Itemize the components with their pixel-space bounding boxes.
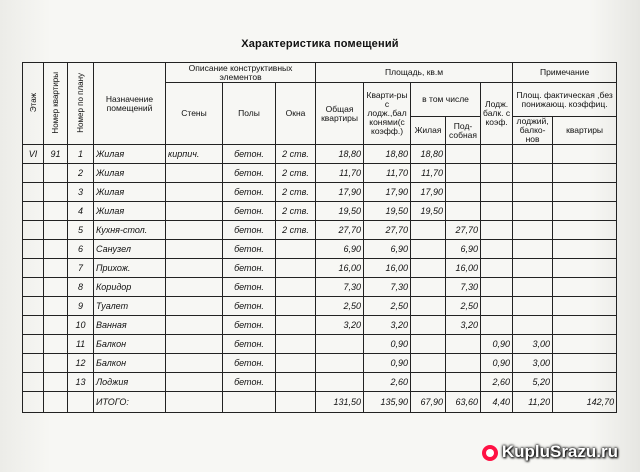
cell-floor [23, 240, 44, 259]
cell-purpose: Жилая [94, 202, 166, 221]
total-loggia: 4,40 [481, 392, 513, 413]
cell-walls [166, 278, 223, 297]
table-row [23, 240, 617, 259]
cell-floor [23, 221, 44, 240]
cell-living [411, 373, 446, 392]
cell-with-loggia: 0,90 [364, 335, 411, 354]
cell-walls [166, 373, 223, 392]
cell-floor-material: бетон. [223, 259, 276, 278]
cell-with-loggia: 6,90 [364, 240, 411, 259]
cell-windows [276, 316, 316, 335]
cell-floor [23, 297, 44, 316]
cell-fact-loggia [513, 202, 553, 221]
cell-floor-material: бетон. [223, 240, 276, 259]
document-title: Характеристика помещений [241, 38, 399, 50]
cell-apartment [44, 335, 68, 354]
cell-loggia [481, 221, 513, 240]
cell-empty [23, 392, 44, 413]
cell-loggia [481, 164, 513, 183]
cell-floor-material: бетон. [223, 145, 276, 164]
cell-fact-apartment [553, 335, 617, 354]
cell-living [411, 278, 446, 297]
cell-fact-loggia [513, 278, 553, 297]
cell-auxiliary [446, 164, 481, 183]
cell-purpose: Жилая [94, 164, 166, 183]
cell-floor [23, 316, 44, 335]
watermark-icon [482, 445, 498, 461]
cell-plan-no: 12 [68, 354, 94, 373]
cell-living [411, 240, 446, 259]
cell-floor-material: бетон. [223, 164, 276, 183]
cell-fact-loggia [513, 183, 553, 202]
cell-auxiliary [446, 354, 481, 373]
rooms-table [22, 62, 617, 413]
cell-fact-loggia [513, 221, 553, 240]
rooms-table-body [23, 145, 617, 413]
cell-apartment: 91 [44, 145, 68, 164]
cell-purpose: Балкон [94, 354, 166, 373]
cell-apartment [44, 354, 68, 373]
cell-purpose: Прихож. [94, 259, 166, 278]
cell-living: 11,70 [411, 164, 446, 183]
header-area: Площадь, кв.м [316, 63, 513, 83]
header-loggia-balc: лоджий, балко-нов [513, 117, 553, 145]
cell-total-area: 7,30 [316, 278, 364, 297]
header-apt-with-loggia: Кварти-ры с лодж.,бал конями(с коэфф.) [364, 83, 411, 145]
header-actual-area: Площ. фактическая ,без понижающ. коэффиц. [513, 83, 617, 117]
header-plan-no: Номер по плану [68, 63, 94, 145]
cell-fact-apartment [553, 278, 617, 297]
total-fact-loggia: 11,20 [513, 392, 553, 413]
cell-fact-loggia [513, 164, 553, 183]
header-apartments: квартиры [553, 117, 617, 145]
cell-auxiliary [446, 335, 481, 354]
table-row [23, 373, 617, 392]
cell-empty [44, 392, 68, 413]
total-fact-apartment: 142,70 [553, 392, 617, 413]
cell-floor-material: бетон. [223, 373, 276, 392]
cell-plan-no: 11 [68, 335, 94, 354]
cell-with-loggia: 7,30 [364, 278, 411, 297]
cell-living [411, 259, 446, 278]
cell-apartment [44, 164, 68, 183]
table-row [23, 278, 617, 297]
cell-living [411, 354, 446, 373]
cell-windows: 2 ств. [276, 202, 316, 221]
cell-total-area: 16,00 [316, 259, 364, 278]
cell-floor [23, 164, 44, 183]
cell-total-area [316, 373, 364, 392]
cell-windows [276, 259, 316, 278]
cell-plan-no: 3 [68, 183, 94, 202]
cell-auxiliary: 2,50 [446, 297, 481, 316]
cell-empty [68, 392, 94, 413]
cell-fact-apartment [553, 240, 617, 259]
cell-walls [166, 221, 223, 240]
cell-walls [166, 259, 223, 278]
cell-auxiliary [446, 145, 481, 164]
cell-living: 18,80 [411, 145, 446, 164]
cell-loggia [481, 145, 513, 164]
cell-floor [23, 354, 44, 373]
cell-floor-material: бетон. [223, 202, 276, 221]
cell-auxiliary: 6,90 [446, 240, 481, 259]
header-purpose: Назначение помещений [94, 63, 166, 145]
header-floors: Полы [223, 83, 276, 145]
cell-floor-material: бетон. [223, 183, 276, 202]
table-row [23, 335, 617, 354]
cell-loggia [481, 202, 513, 221]
cell-windows: 2 ств. [276, 183, 316, 202]
cell-fact-loggia: 5,20 [513, 373, 553, 392]
cell-walls [166, 335, 223, 354]
cell-windows: 2 ств. [276, 221, 316, 240]
header-loggia-coef: Лодж. балк. с коэф. [481, 83, 513, 145]
cell-floor [23, 202, 44, 221]
cell-walls: кирпич. [166, 145, 223, 164]
cell-fact-loggia: 3,00 [513, 335, 553, 354]
cell-floor [23, 183, 44, 202]
cell-floor-material: бетон. [223, 278, 276, 297]
cell-windows [276, 335, 316, 354]
cell-purpose: Санузел [94, 240, 166, 259]
table-row [23, 354, 617, 373]
cell-apartment [44, 240, 68, 259]
cell-with-loggia: 16,00 [364, 259, 411, 278]
cell-fact-apartment [553, 202, 617, 221]
cell-fact-apartment [553, 183, 617, 202]
cell-auxiliary: 16,00 [446, 259, 481, 278]
cell-purpose: Туалет [94, 297, 166, 316]
cell-total-area: 3,20 [316, 316, 364, 335]
cell-plan-no: 9 [68, 297, 94, 316]
cell-fact-loggia [513, 316, 553, 335]
cell-walls [166, 297, 223, 316]
table-row [23, 164, 617, 183]
total-auxiliary: 63,60 [446, 392, 481, 413]
cell-total-area [316, 354, 364, 373]
cell-fact-loggia [513, 297, 553, 316]
cell-windows [276, 354, 316, 373]
cell-apartment [44, 221, 68, 240]
cell-walls [166, 316, 223, 335]
header-floor: Этаж [23, 63, 44, 145]
cell-total-area: 18,80 [316, 145, 364, 164]
cell-total-area: 11,70 [316, 164, 364, 183]
cell-with-loggia: 11,70 [364, 164, 411, 183]
header-windows: Окна [276, 83, 316, 145]
cell-living: 17,90 [411, 183, 446, 202]
total-row [23, 392, 617, 413]
cell-with-loggia: 3,20 [364, 316, 411, 335]
cell-fact-loggia [513, 259, 553, 278]
cell-plan-no: 13 [68, 373, 94, 392]
cell-fact-apartment [553, 373, 617, 392]
cell-loggia [481, 240, 513, 259]
cell-living [411, 316, 446, 335]
cell-with-loggia: 2,50 [364, 297, 411, 316]
cell-with-loggia: 2,60 [364, 373, 411, 392]
cell-purpose: Коридор [94, 278, 166, 297]
cell-with-loggia: 19,50 [364, 202, 411, 221]
header-living: Жилая [411, 117, 446, 145]
table-row [23, 183, 617, 202]
cell-walls [166, 354, 223, 373]
cell-windows: 2 ств. [276, 164, 316, 183]
cell-fact-apartment [553, 316, 617, 335]
header-apartment-no: Номер квартиры [44, 63, 68, 145]
cell-floor [23, 373, 44, 392]
cell-plan-no: 7 [68, 259, 94, 278]
cell-auxiliary [446, 202, 481, 221]
cell-fact-apartment [553, 164, 617, 183]
cell-floor [23, 335, 44, 354]
watermark-logo: KupluSrazu.ru [482, 442, 618, 462]
cell-purpose: Ванная [94, 316, 166, 335]
cell-fact-apartment [553, 259, 617, 278]
cell-total-area: 17,90 [316, 183, 364, 202]
cell-purpose: Жилая [94, 145, 166, 164]
total-living: 67,90 [411, 392, 446, 413]
header-walls: Стены [166, 83, 223, 145]
cell-living [411, 335, 446, 354]
cell-apartment [44, 259, 68, 278]
table-row [23, 297, 617, 316]
cell-walls [166, 202, 223, 221]
cell-apartment [44, 316, 68, 335]
cell-floor-material: бетон. [223, 221, 276, 240]
cell-loggia: 0,90 [481, 335, 513, 354]
cell-plan-no: 4 [68, 202, 94, 221]
cell-purpose: Балкон [94, 335, 166, 354]
cell-floor: VI [23, 145, 44, 164]
table-row [23, 145, 617, 164]
cell-auxiliary [446, 183, 481, 202]
cell-windows [276, 278, 316, 297]
cell-total-area [316, 335, 364, 354]
table-row [23, 202, 617, 221]
cell-empty [223, 392, 276, 413]
cell-plan-no: 2 [68, 164, 94, 183]
cell-loggia [481, 183, 513, 202]
total-with-loggia: 135,90 [364, 392, 411, 413]
cell-loggia [481, 278, 513, 297]
cell-loggia: 0,90 [481, 354, 513, 373]
cell-fact-loggia: 3,00 [513, 354, 553, 373]
cell-plan-no: 1 [68, 145, 94, 164]
cell-purpose: Жилая [94, 183, 166, 202]
header-including: в том числе [411, 83, 481, 117]
header-construction: Описание конструктивных элементов [166, 63, 316, 83]
header-note: Примечание [513, 63, 617, 83]
cell-apartment [44, 202, 68, 221]
cell-auxiliary: 3,20 [446, 316, 481, 335]
cell-auxiliary: 27,70 [446, 221, 481, 240]
cell-windows [276, 240, 316, 259]
cell-floor-material: бетон. [223, 316, 276, 335]
cell-with-loggia: 27,70 [364, 221, 411, 240]
cell-walls [166, 240, 223, 259]
cell-fact-loggia [513, 240, 553, 259]
cell-total-area: 6,90 [316, 240, 364, 259]
cell-total-area: 2,50 [316, 297, 364, 316]
cell-floor-material: бетон. [223, 335, 276, 354]
cell-plan-no: 10 [68, 316, 94, 335]
cell-floor [23, 259, 44, 278]
cell-floor [23, 278, 44, 297]
cell-windows: 2 ств. [276, 145, 316, 164]
cell-fact-loggia [513, 145, 553, 164]
header-auxiliary: Под-собная [446, 117, 481, 145]
cell-total-area: 19,50 [316, 202, 364, 221]
cell-total-area: 27,70 [316, 221, 364, 240]
cell-with-loggia: 18,80 [364, 145, 411, 164]
cell-loggia [481, 259, 513, 278]
cell-windows [276, 373, 316, 392]
cell-floor-material: бетон. [223, 297, 276, 316]
header-total-area: Общая квартиры [316, 83, 364, 145]
cell-living [411, 297, 446, 316]
cell-walls [166, 183, 223, 202]
cell-floor-material: бетон. [223, 354, 276, 373]
table-row [23, 221, 617, 240]
cell-apartment [44, 297, 68, 316]
cell-loggia [481, 297, 513, 316]
cell-plan-no: 6 [68, 240, 94, 259]
cell-auxiliary: 7,30 [446, 278, 481, 297]
cell-with-loggia: 0,90 [364, 354, 411, 373]
cell-with-loggia: 17,90 [364, 183, 411, 202]
cell-living [411, 221, 446, 240]
cell-fact-apartment [553, 297, 617, 316]
table-row [23, 259, 617, 278]
cell-plan-no: 8 [68, 278, 94, 297]
cell-purpose: Лоджия [94, 373, 166, 392]
cell-plan-no: 5 [68, 221, 94, 240]
cell-walls [166, 164, 223, 183]
cell-apartment [44, 278, 68, 297]
cell-loggia: 2,60 [481, 373, 513, 392]
cell-empty [166, 392, 223, 413]
cell-fact-apartment [553, 145, 617, 164]
cell-fact-apartment [553, 354, 617, 373]
total-area: 131,50 [316, 392, 364, 413]
cell-auxiliary [446, 373, 481, 392]
cell-apartment [44, 373, 68, 392]
total-label: ИТОГО: [94, 392, 166, 413]
cell-purpose: Кухня-стол. [94, 221, 166, 240]
cell-empty [276, 392, 316, 413]
cell-loggia [481, 316, 513, 335]
table-row [23, 316, 617, 335]
cell-living: 19,50 [411, 202, 446, 221]
cell-apartment [44, 183, 68, 202]
cell-windows [276, 297, 316, 316]
cell-fact-apartment [553, 221, 617, 240]
